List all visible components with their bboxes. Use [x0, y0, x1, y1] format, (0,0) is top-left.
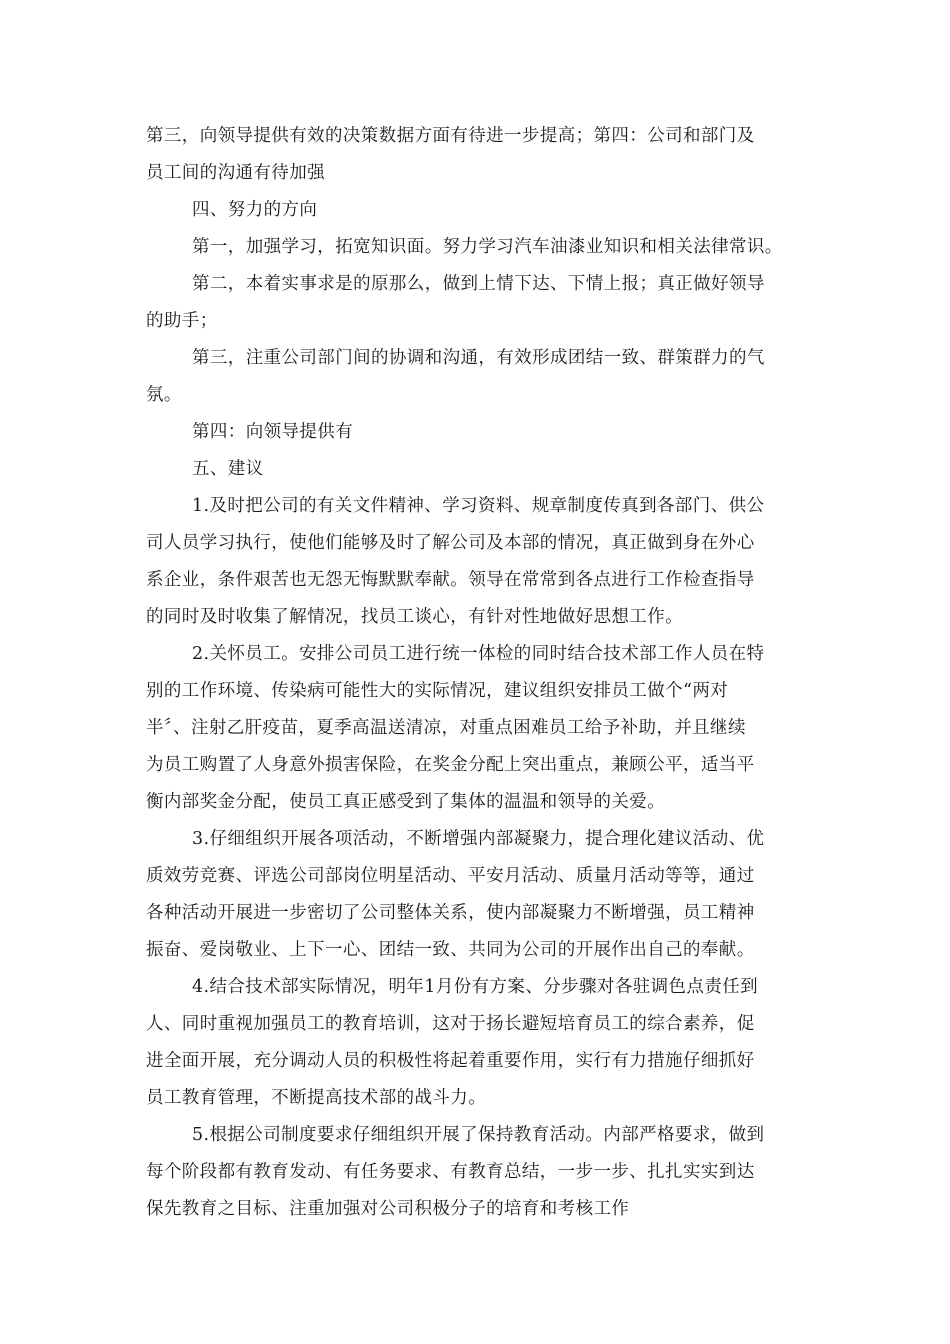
- text-line: 第四：向领导提供有: [192, 422, 354, 442]
- text-line: 质效劳竞赛、评选公司部岗位明星活动、平安月活动、质量月活动等等，通过: [146, 866, 755, 886]
- text-line: 的助手；: [146, 311, 218, 331]
- text-line: 保先教育之目标、注重加强对公司积极分子的培育和考核工作: [146, 1199, 630, 1219]
- text-line: 每个阶段都有教育发动、有任务要求、有教育总结，一步一步、扎扎实实到达: [146, 1162, 755, 1182]
- text-line: 氛。: [146, 385, 182, 405]
- text-line: 第一，加强学习，拓宽知识面。努力学习汽车油漆业知识和相关法律常识。: [192, 237, 783, 257]
- text-line: 进全面开展，充分调动人员的积极性将起着重要作用，实行有力措施仔细抓好: [146, 1051, 755, 1071]
- text-line: 半〞、注射乙肝疫苗，夏季高温送清凉，对重点困难员工给予补助，并且继续: [146, 718, 746, 738]
- text-line: 4.结合技术部实际情况，明年1月份有方案、分步骤对各驻调色点责任到: [192, 977, 759, 997]
- text-line: 人、同时重视加强员工的教育培训，这对于扬长避短培育员工的综合素养，促: [146, 1014, 755, 1034]
- section-heading: 五、建议: [192, 459, 264, 479]
- section-heading: 四、努力的方向: [192, 200, 318, 220]
- text-line: 员工间的沟通有待加强: [146, 163, 325, 183]
- text-line: 为员工购置了人身意外损害保险，在奖金分配上突出重点，兼顾公平，适当平: [146, 755, 755, 775]
- text-line: 的同时及时收集了解情况，找员工谈心，有针对性地做好思想工作。: [146, 607, 683, 627]
- text-line: 第三，注重公司部门间的协调和沟通，有效形成团结一致、群策群力的气: [192, 348, 765, 368]
- text-line: 各种活动开展进一步密切了公司整体关系，使内部凝聚力不断增强，员工精神: [146, 903, 755, 923]
- text-line: 司人员学习执行，使他们能够及时了解公司及本部的情况，真正做到身在外心: [146, 533, 755, 553]
- document-body: [146, 118, 816, 1228]
- text-line: 2.关怀员工。安排公司员工进行统一体检的同时结合技术部工作人员在特: [192, 644, 765, 664]
- text-line: 振奋、爱岗敬业、上下一心、团结一致、共同为公司的开展作出自己的奉献。: [146, 940, 755, 960]
- text-line: 3.仔细组织开展各项活动，不断增强内部凝聚力，提合理化建议活动、优: [192, 829, 765, 849]
- text-line: 5.根据公司制度要求仔细组织开展了保持教育活动。内部严格要求，做到: [192, 1125, 765, 1145]
- text-line: 衡内部奖金分配，使员工真正感受到了集体的温温和领导的关爱。: [146, 792, 666, 812]
- text-line: 系企业，条件艰苦也无怨无悔默默奉献。领导在常常到各点进行工作检查指导: [146, 570, 755, 590]
- text-line: 第三，向领导提供有效的决策数据方面有待进一步提高；第四：公司和部门及: [146, 126, 755, 146]
- text-line: 第二，本着实事求是的原那么，做到上情下达、下情上报；真正做好领导: [192, 274, 765, 294]
- text-line: 别的工作环境、传染病可能性大的实际情况，建议组织安排员工做个“两对: [146, 681, 729, 701]
- text-line: 员工教育管理，不断提高技术部的战斗力。: [146, 1088, 487, 1108]
- text-line: 1.及时把公司的有关文件精神、学习资料、规章制度传真到各部门、供公: [192, 496, 765, 516]
